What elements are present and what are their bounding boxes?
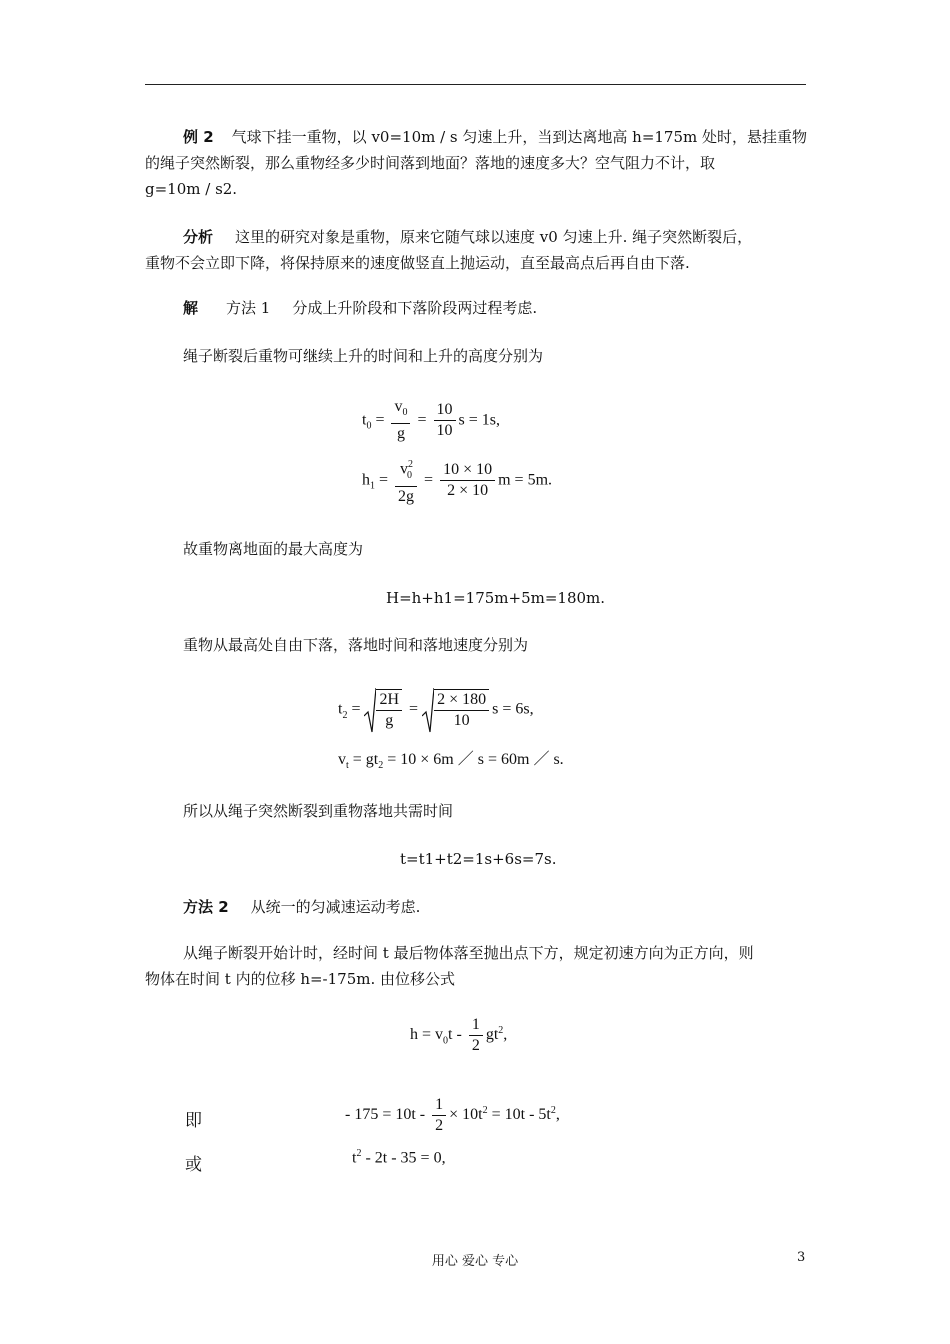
method1-label: 方法 1 [226, 299, 271, 317]
method2-text: 从统一的匀减速运动考虑. [250, 898, 421, 916]
eq-h1-frac1 [395, 455, 417, 507]
eq-vt-lhs: v [338, 751, 346, 768]
eq-h-num: 1 [469, 1015, 483, 1036]
eq-h1-num1-sup: 2 [408, 459, 414, 470]
rise-text: 绳子断裂后重物可继续上升的时间和上升的高度分别为 [183, 347, 544, 365]
footer-text: 用心 爱心 专心 [431, 1254, 519, 1269]
eq-h-sup: 2 [498, 1024, 504, 1036]
eq-vt-rhs: = 10 × 6m ／ s = 60m ／ s. [387, 751, 564, 768]
sqrt-icon [422, 686, 434, 734]
eq-t2-den2: 10 [453, 712, 470, 729]
analysis-text-1: 这里的研究对象是重物，原来它随气球以速度 v0 匀速上升. 绳子突然断裂后， [235, 228, 753, 246]
eq-t2-den1: g [385, 712, 394, 729]
eq-h-end: , [503, 1026, 508, 1044]
eq-h1-lhs: h [362, 471, 370, 489]
equation-displacement [410, 1015, 507, 1056]
eq-ji-frac [432, 1095, 446, 1136]
eq-ji-end: = 10t - 5t [491, 1106, 551, 1124]
eq-t0-num1: v [394, 398, 403, 415]
method2-line [183, 894, 420, 920]
eq-t2-frac2 [434, 689, 489, 731]
eq-h1-num2: 10 × 10 [440, 460, 495, 481]
eq-t2-num1: 2H [376, 690, 402, 711]
equation-vt [338, 746, 564, 771]
example-line-1 [183, 124, 807, 150]
analysis-line-2: 重物不会立即下降，将保持原来的速度做竖直上抛运动，直至最高点后再自由下落. [145, 254, 690, 272]
eq-ji-sup: 2 [482, 1104, 488, 1116]
total-text: 所以从绳子突然断裂到重物落地共需时间 [183, 802, 454, 820]
huo-label: 或 [185, 1155, 202, 1175]
eq-t0-frac1 [391, 397, 410, 444]
eq-h-rhs: gt [485, 1026, 499, 1044]
eq-h1-den1: 2g [398, 487, 415, 505]
eq-vt-mid-sub: 2 [378, 760, 384, 772]
equation-ji [345, 1095, 560, 1136]
eq-t2-frac1 [376, 689, 402, 731]
eq-h1-frac2 [440, 460, 495, 501]
eq-t2-sub: 2 [342, 709, 348, 721]
method2-text-2: 物体在时间 t 内的位移 h=-175m. 由位移公式 [145, 970, 456, 988]
equation-t2: $t_2$ = $\frac{2H}{g}$ = $\frac{2 \times 180}{10}$ s = 6s, [338, 686, 534, 734]
eq-t0-den2: 10 [436, 422, 453, 440]
eq-t0-sub: 0 [366, 420, 372, 432]
eq-huo-lhs: t [352, 1149, 357, 1167]
method1-text: 分成上升阶段和下落阶段两过程考虑. [292, 299, 538, 317]
eq-h1-den2: 2 × 10 [447, 482, 489, 500]
eq-huo-sup: 2 [356, 1148, 362, 1159]
example-label: 例 2 [183, 128, 214, 146]
eq-t0-rhs: s = 1s, [458, 411, 500, 429]
equation-h1: $h_1$ = $\frac{v^2_0}{2g}$ = $\frac{10 \times 10}{2 \times 10}$ m = 5m. [362, 455, 552, 507]
sqrt-icon [364, 686, 376, 734]
ji-label: 即 [185, 1111, 202, 1131]
eq-t0-frac2 [434, 400, 456, 441]
fall-text: 重物从最高处自由下落，落地时间和落地速度分别为 [183, 636, 529, 654]
eq-ji-tail: , [555, 1106, 560, 1124]
example-line-3: g=10m / s2. [145, 180, 238, 198]
eq-t2-num2: 2 × 180 [434, 690, 489, 711]
eq-ji-den: 2 [435, 1117, 444, 1134]
analysis-line-1 [183, 224, 752, 250]
eq-t2-lhs: t [338, 700, 343, 718]
eq-ji-num: 1 [432, 1095, 446, 1116]
eq-t0-den1: g [396, 425, 405, 443]
eq-huo-rhs: - 2t - 35 = 0, [365, 1149, 446, 1167]
eq-vt-sub: t [346, 760, 349, 772]
eq-h-lhs: h = v [410, 1026, 444, 1044]
eq-h1-sub: 1 [370, 480, 375, 492]
method2-text-1: 从绳子断裂开始计时，经时间 t 最后物体落至抛出点下方，规定初速方向为正方向，则 [183, 944, 754, 962]
eq-h1-num1-sub: 0 [407, 469, 413, 481]
solution-label: 解 [183, 299, 199, 317]
eq-t0-lhs: t [362, 411, 367, 429]
eq-h-den: 2 [471, 1037, 480, 1054]
eq-h-sub: 0 [443, 1035, 449, 1047]
eq-h-frac [469, 1015, 483, 1056]
eq-vt-mid: = gt [352, 751, 379, 768]
equation-huo [352, 1148, 446, 1167]
eq-t0-num2: 10 [434, 400, 456, 421]
eq-t2-rhs: s = 6s, [492, 700, 534, 718]
max-text: 故重物离地面的最大高度为 [183, 540, 364, 558]
method2-label: 方法 2 [183, 898, 229, 916]
total-equation: t=t1+t2=1s+6s=7s. [400, 850, 557, 868]
eq-h1-rhs: m = 5m. [498, 471, 553, 489]
eq-h-mid: t - [448, 1026, 462, 1044]
example-line-2: 的绳子突然断裂，那么重物经多少时间落到地面？落地的速度多大？空气阻力不计，取 [145, 154, 716, 172]
page-number: 3 [797, 1250, 806, 1265]
eq-t0-num1-sub: 0 [402, 407, 408, 419]
eq-h1-num1: v [400, 460, 409, 478]
max-equation: H=h+h1=175m+5m=180m. [386, 589, 606, 607]
header-rule [145, 84, 806, 85]
eq-ji-rhs: × 10t [449, 1106, 483, 1124]
eq-ji-sup2: 2 [550, 1104, 556, 1116]
analysis-label: 分析 [183, 228, 214, 246]
solution-method1-line [183, 295, 537, 321]
example-text-1: 气球下挂一重物，以 v0=10m / s 匀速上升，当到达离地高 h=175m 处时，悬挂重物 [231, 128, 808, 146]
eq-ji-lhs: - 175 = 10t - [345, 1106, 426, 1124]
equation-t0: $t_0$ = $\frac{v_0}{g}$ = $\frac{10}{10}$ s = 1s, [362, 398, 500, 443]
